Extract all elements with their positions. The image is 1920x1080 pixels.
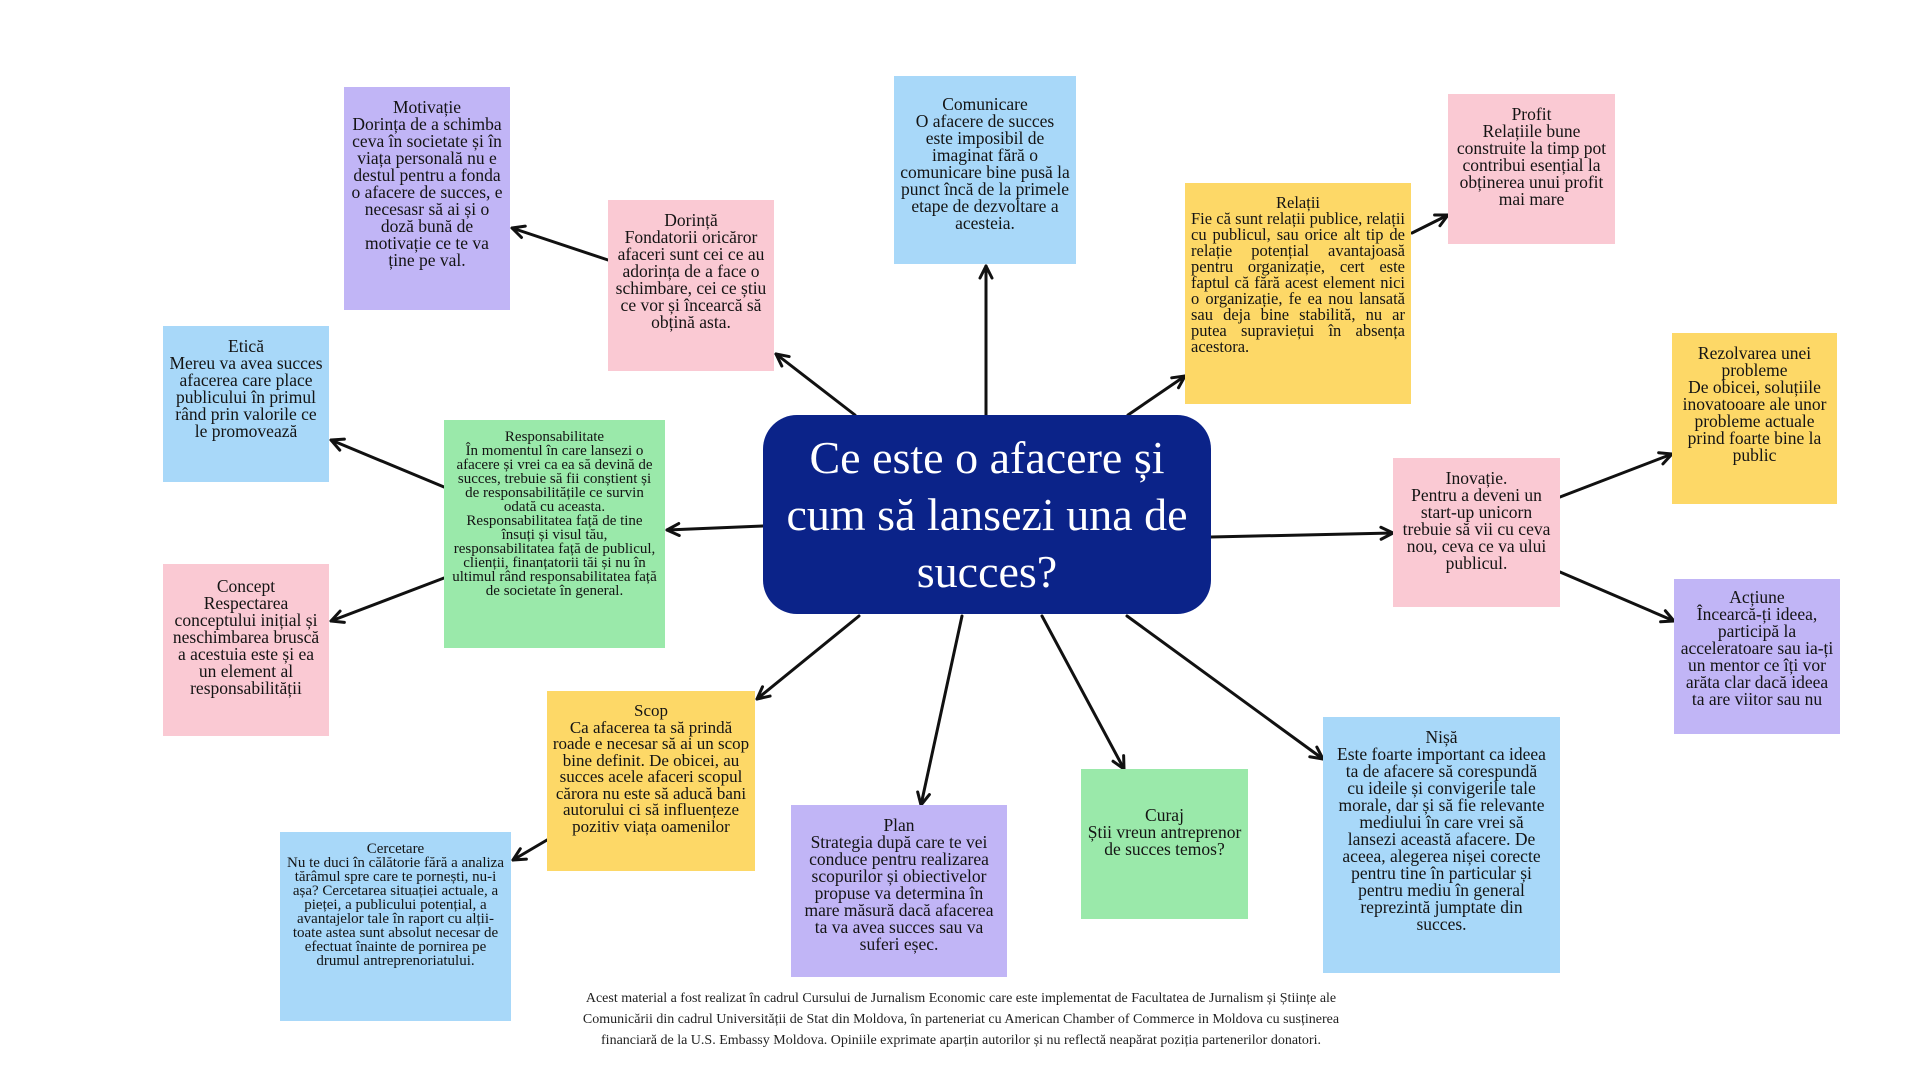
node-text: O afacere de succes este imposibil de imaginat fără o comunicare bine pusă la punct încă de la primele etape de dezvoltare a acesteia. (900, 111, 1070, 233)
node-comunicare (894, 76, 1076, 264)
node-title: Concept (216, 576, 276, 596)
arrow-center-to-relatii (1128, 376, 1185, 415)
node-title: Inovație. (1445, 468, 1508, 488)
node-text: Fie că sunt relații publice, relații cu publicul, sau orice alt tip de relație potențial avantajoasă pentru organizație, cert este faptul că fără acest element nici o organizație, fe ea nou lansată sau deja bine stabilită, nu ar putea supraviețui în absența acestora. (1191, 209, 1405, 356)
arrow-center-to-curaj (1042, 616, 1124, 769)
node-plan (791, 805, 1007, 977)
node-text: Strategia după care te vei conduce pentru realizarea scopurilor și obiectivelor propuse va determina în mare măsură dacă afacerea ta va avea succes sau va suferi eșec. (804, 832, 994, 954)
arrow-center-to-inovatie (1211, 533, 1393, 537)
node-title: Relații (1276, 193, 1320, 212)
node-title: Comunicare (942, 94, 1028, 114)
arrow-center-to-dorinta (776, 354, 855, 415)
arrow-responsabilitate-to-concept (331, 578, 444, 621)
node-text: De obicei, soluțiile inovatooare ale unor probleme actuale prind foarte bine la public (1682, 377, 1827, 465)
node-text: Pentru a deveni un start-up unicorn trebuie să vii cu ceva nou, ceva ce va ului publicul. (1402, 485, 1551, 573)
node-motivatie (344, 87, 510, 310)
node-rezolvarea-problemei (1672, 333, 1837, 504)
node-text: Relațiile bune construite la timp pot contribui esențial la obținerea unui profit mai mare (1456, 121, 1607, 209)
node-text: Este foarte important ca ideea ta de afacere să corespundă cu ideile și convigerile tale morale, dar și să fie relevante mediului în care vrei să lansezi această afacere. De aceea, alegerea nișei corecte pentru tine în particular și pentru mediu în general reprezintă jumptate din succes. (1337, 744, 1546, 934)
arrow-center-to-scop (757, 616, 859, 699)
node-title: Dorință (664, 210, 718, 230)
node-title: Acțiune (1729, 587, 1785, 607)
node-cercetare (280, 832, 511, 1021)
node-title: Etică (228, 336, 264, 356)
node-text: Încearcă-ți ideea, participă la acceleratoare sau ia-ți un mentor ce îți vor arăta clar dacă ideea ta are viitor sau nu (1680, 604, 1834, 709)
node-title: Nișă (1425, 727, 1458, 747)
arrow-center-to-responsabilitate (667, 526, 763, 530)
node-title: Curaj (1145, 805, 1184, 825)
node-curaj (1081, 769, 1248, 919)
node-title: Scop (634, 701, 668, 720)
node-text: În momentul în care lansezi o afacere și vrei ca ea să devină de succes, trebuie să fii conștient și de responsabilitățile ce survin odată cu aceasta. Responsabilitatea față de tine însuți și visul tău, responsabilitatea față de publicul, clienții, finanțatorii tăi și nu în ultimul rând responsabilitatea față de societate în general. (452, 443, 657, 599)
arrow-responsabilitate-to-etica (331, 440, 444, 487)
node-title: Cercetare (366, 841, 425, 857)
node-responsabilitate (444, 420, 665, 648)
footer-disclaimer: Acest material a fost realizat în cadrul Cursului de Jurnalism Economic care este implementat de Facultatea de Jurnalism și Științe ale Comunicării din cadrul Universității de Stat din Moldova, în parteneriat cu American Chamber of Commerce in Moldova cu susținerea financiară de la U.S. Embassy Moldova. Opiniile exprimate aparțin autorilor și nu reflectă neapărat poziția partenerilor donatori. (582, 991, 1340, 1048)
arrow-center-to-plan (921, 616, 962, 805)
arrow-center-to-nisa (1127, 616, 1323, 759)
node-text: Respectarea conceptului inițial și neschimbarea bruscă a acestuia este și ea un element al responsabilității (172, 593, 320, 698)
arrow-inovatie-to-actiune (1560, 572, 1674, 621)
node-title: Responsabilitate (504, 429, 605, 445)
node-inovatie (1393, 458, 1560, 607)
node-nisa (1323, 717, 1560, 973)
node-text: Ca afacerea ta să prindă roade e necesar să ai un scop bine definit. De obicei, au succes acele afaceri scopul cărora nu este să aducă bani autorului ci să influențeze pozitiv viața oamenilor (552, 717, 750, 836)
central-topic (763, 415, 1211, 614)
node-dorinta (608, 200, 774, 371)
node-scop (547, 691, 755, 871)
node-concept (163, 564, 329, 736)
node-relatii (1185, 183, 1411, 404)
node-profit (1448, 94, 1615, 244)
node-actiune (1674, 579, 1840, 734)
node-title: Rezolvarea unei probleme (1697, 343, 1812, 380)
node-text: Nu te duci în călătorie fără a analiza tărâmul spre care te pornești, nu-i așa? Cercetarea situației actuale, a pieței, a publicului potențial, a avantajelor tale în raport cu alții- toate astea sunt absolut necesar de efectuat înainte de pornirea pe drumul antreprenoriatului. (287, 855, 504, 969)
arrow-relatii-to-profit (1412, 215, 1448, 233)
node-text: Fondatorii oricăror afaceri sunt cei ce au adorința de a face o schimbare, cei ce știu ce vor și încearcă să obțină asta. (615, 227, 767, 332)
arrow-scop-to-cercetare (513, 840, 547, 860)
central-topic-title: Ce este o afacere și cum să lansezi una de succes? (786, 432, 1188, 597)
node-text: Mereu va avea succes afacerea care place publicului în primul rând prin valorile ce le promovează (169, 353, 323, 441)
node-title: Profit (1511, 104, 1552, 124)
node-text: Dorința de a schimba ceva în societate și în viața personală nu e destul pentru a fonda o afacere de succes, e necesasr să ai și o doză bună de motivație ce te va ține pe val. (351, 114, 503, 270)
arrow-dorinta-to-motivatie (512, 228, 608, 260)
arrow-inovatie-to-rezolvarea (1560, 454, 1672, 497)
node-text: Știi vreun antreprenor de succes temos? (1087, 822, 1242, 859)
node-etica (163, 326, 329, 482)
node-title: Motivație (392, 97, 462, 117)
node-title: Plan (883, 815, 915, 835)
